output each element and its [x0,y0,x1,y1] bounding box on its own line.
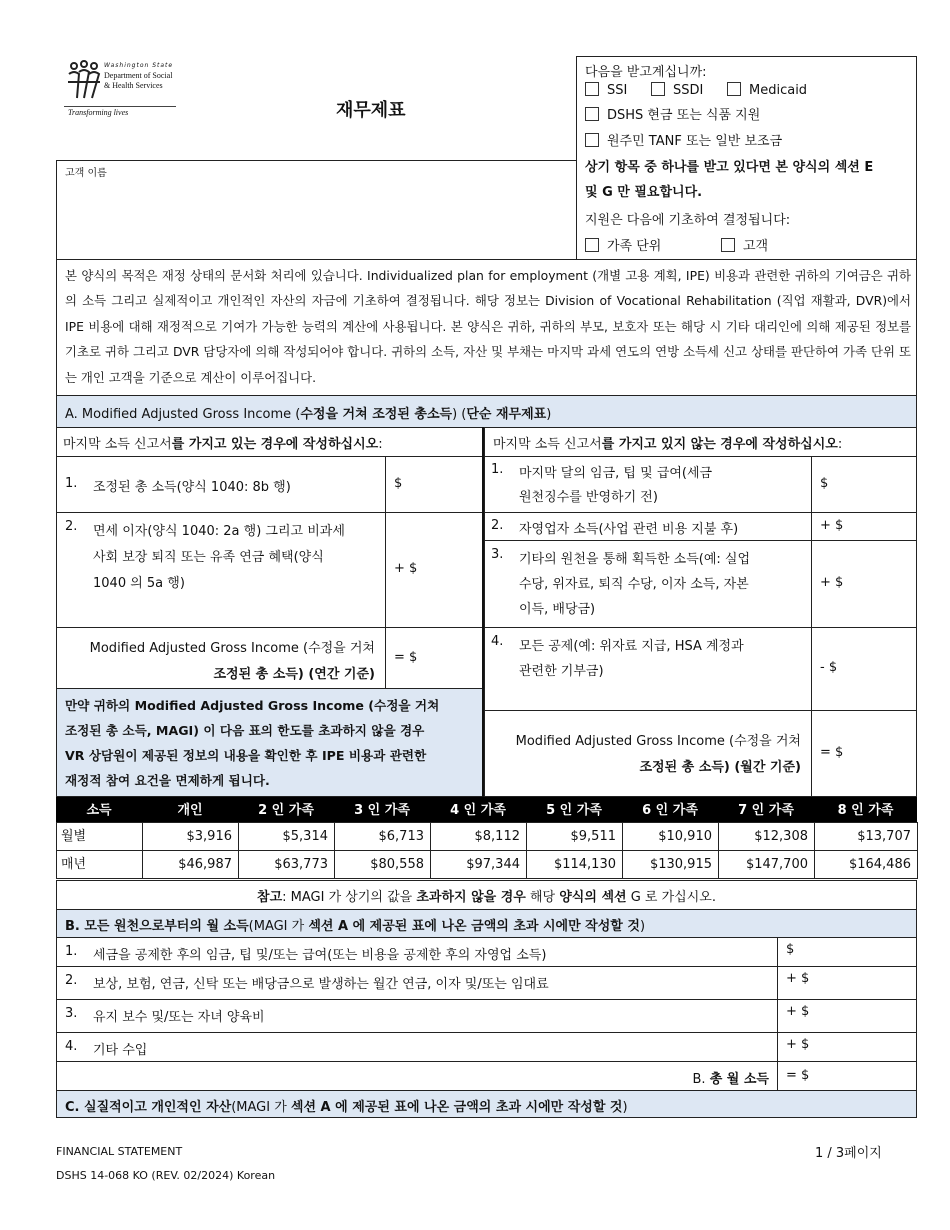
annual-limit-label: 매년 [56,850,143,879]
right-row-4-value[interactable]: - $ [811,627,917,711]
section-b-item [56,937,778,967]
benefits-note-1: 상기 항목 중 하나를 받고 있다면 본 양식의 섹션 E [585,160,874,175]
checkbox-icon[interactable] [585,82,599,96]
income-header-cell: 5 인 가족 [546,803,602,818]
income-table-header [56,797,917,823]
footer-form-id: DSHS 14-068 KO (REV. 02/2024) Korean [56,1169,276,1182]
item-value: + $ [786,971,810,986]
waiver-box: 만약 귀하의 Modified Adjusted Gross Income (수정을 거쳐 조정된 총 소득, MAGI) 이 다음 표의 한도를 초과하지 않을 경우 VR 상담원이 제공된 정보의 내용을 확인한 후 IPE 비용과 관련한 재정적 참여 요건을 면제하게 됩니다. [56,688,485,797]
logo-tagline: Transforming lives [68,108,129,117]
right-row-3-value[interactable]: + $ [811,540,917,628]
item-text: 보상, 보험, 연금, 신탁 또는 배당금으로 발생하는 월간 연금, 이자 및/또는 임대료 [93,977,549,992]
left-row-1: 1. 조정된 총 소득(양식 1040: 8b 행) [56,456,386,513]
annual-limit-value: $114,130 [526,850,623,879]
right-row-2-value[interactable]: + $ [811,512,917,541]
annual-limit-value: $147,700 [718,850,815,879]
annual-limit-value: $80,558 [334,850,431,879]
income-limits-table [56,797,917,881]
income-header-cell: 소득 [86,803,112,818]
left-row-1-value[interactable]: $ [385,456,485,513]
income-table-monthly-row [56,822,917,851]
income-header-cell: 개인 [177,803,203,818]
annual-limit-value: $130,915 [622,850,719,879]
income-header-cell: 2 인 가족 [258,803,314,818]
income-header-cell: 8 인 가족 [837,803,894,818]
section-b-item-value[interactable] [777,966,917,1000]
right-row-1: 1. 마지막 달의 임금, 팁 및 급여(세금 원천징수를 반영하기 전) [484,456,812,513]
opt-family[interactable]: 가족 단위 [585,235,661,254]
intro-text: 본 양식의 목적은 재정 상태의 문서화 처리에 있습니다. Individualized plan for employment (개별 고용 계획, IPE) 비용과 관련한 귀하의 기여금은 귀하의 소득 그리고 실제적이고 개인적인 자산의 자금에 기초하여 결정됩니다. 해당 정보는 Division of Vocational Rehabilitation (직업 재활과, DVR)에서 IPE 비용에 대해 재정적으로 기여가 가능한 능력의 계산에 사용됩니다. 본 양식은 귀하, 귀하의 부모, 보호자 또는 해당 시 기타 대리인에 의해 제공된 정보를 기초로 귀하 그리고 DVR 담당자에 의해 작성되어야 합니다. 귀하의 소득, 자산 및 부채는 마지막 과세 연도의 연방 소득세 신고 상태를 판단하여 가족 단위 또는 개인 고객을 기준으로 계산이 이루어집니다. [65,268,911,385]
logo-line2: & Health Services [104,81,163,90]
item-value: $ [786,942,795,957]
client-name-label: 고객 이름 [65,168,107,179]
item-text: 유지 보수 및/또는 자녀 양육비 [93,1010,265,1025]
section-b-total-value[interactable]: = $ [777,1061,917,1091]
monthly-limit-value: $9,511 [526,822,623,851]
page-title: 재무제표 [336,100,406,121]
monthly-limit-value: $3,916 [142,822,239,851]
section-a-header: A. Modified Adjusted Gross Income (수정을 거쳐 조정된 총소득) (단순 재무제표) [56,395,917,428]
family-logo-icon [66,60,102,100]
monthly-limit-value: $8,112 [430,822,527,851]
right-header: 마지막 소득 신고서를 가지고 있지 않는 경우에 작성하십시오: [484,427,917,457]
item-value: + $ [786,1004,810,1019]
income-header-cell: 7 인 가족 [738,803,794,818]
annual-limit-value: $46,987 [142,850,239,879]
monthly-limit-value: $6,713 [334,822,431,851]
income-header-cell: 6 인 가족 [642,803,698,818]
left-total: Modified Adjusted Gross Income (수정을 거쳐 조정된 총 소득) (연간 기준) [56,627,386,689]
annual-limit-value: $63,773 [238,850,335,879]
checkbox-icon[interactable] [727,82,741,96]
monthly-limit-value: $12,308 [718,822,815,851]
item-value: + $ [786,1037,810,1052]
logo-line1: Department of Social [104,71,173,80]
annual-limit-value: $97,344 [430,850,527,879]
monthly-limit-value: $10,910 [622,822,719,851]
monthly-limit-value: $13,707 [814,822,918,851]
opt-dshs[interactable]: DSHS 현금 또는 식품 지원 [585,104,760,123]
section-b-item [56,999,778,1033]
item-text: 기타 수입 [93,1043,148,1058]
monthly-limit-label: 월별 [56,822,143,851]
benefits-basis: 지원은 다음에 기초하여 결정됩니다: [585,213,791,228]
checkbox-icon[interactable] [721,238,735,252]
right-row-4: 4. 모든 공제(예: 위자료 지급, HSA 계정과 관련한 기부금) [484,627,812,711]
benefits-question: 다음을 받고계십니까: [585,65,707,80]
right-row-2: 2. 자영업자 소득(사업 관련 비용 지불 후) [484,512,812,541]
checkbox-icon[interactable] [585,107,599,121]
monthly-limit-value: $5,314 [238,822,335,851]
logo-state: Washington State [104,62,174,69]
footer-form-title: FINANCIAL STATEMENT [56,1145,183,1158]
intro-box [56,259,917,396]
opt-medicaid[interactable]: Medicaid [727,82,807,98]
left-header: 마지막 소득 신고서를 가지고 있는 경우에 작성하십시오: [56,427,485,457]
note-row: 참고: MAGI 가 상기의 값을 초과하지 않을 경우 해당 양식의 섹션 G 로 가십시오. [56,880,917,910]
dshs-logo [64,58,184,122]
income-header-cell: 3 인 가족 [354,803,410,818]
left-row-2: 2. 면세 이자(양식 1040: 2a 행) 그리고 비과세 사회 보장 퇴직 또는 유족 연금 혜택(양식 1040 의 5a 행) [56,512,386,628]
section-b-item-value[interactable] [777,1032,917,1062]
checkbox-icon[interactable] [651,82,665,96]
opt-ssdi[interactable]: SSDI [651,82,703,98]
right-row-1-value[interactable]: $ [811,456,917,513]
item-text: 세금을 공제한 후의 임금, 팁 및/또는 급여(또는 비용을 공제한 후의 자영업 소득) [93,948,547,963]
right-total: Modified Adjusted Gross Income (수정을 거쳐 조정된 총 소득) (월간 기준) [484,710,812,797]
income-header-cell: 4 인 가족 [450,803,506,818]
benefits-box [576,56,917,260]
opt-tanf[interactable]: 원주민 TANF 또는 일반 보조금 [585,130,782,149]
annual-limit-value: $164,486 [814,850,918,879]
section-b-item-value[interactable] [777,999,917,1033]
section-b-total: B. 총 월 소득 [56,1061,778,1091]
opt-ssi[interactable]: SSI [585,82,627,98]
section-b-item [56,1032,778,1062]
item-number: 3. [65,1006,78,1021]
section-b-item [56,966,778,1000]
right-row-3: 3. 기타의 원천을 통해 획득한 소득(예: 실업 수당, 위자료, 퇴직 수당, 이자 소득, 자본 이득, 배당금) [484,540,812,628]
income-table-annual-row [56,850,917,879]
section-b-item-value[interactable] [777,937,917,967]
item-number: 1. [65,944,78,959]
opt-client[interactable]: 고객 [721,235,768,254]
item-number: 4. [65,1039,78,1054]
checkbox-icon[interactable] [585,238,599,252]
section-c-header: C. 실질적이고 개인적인 자산(MAGI 가 섹션 A 에 제공된 표에 나온 금액의 초과 시에만 작성할 것) [56,1090,917,1118]
right-total-value[interactable]: = $ [811,710,917,797]
footer-page-number: 1 / 3페이지 [815,1146,882,1161]
left-row-2-value[interactable]: + $ [385,512,485,628]
item-number: 2. [65,973,78,988]
client-name-field[interactable] [56,160,577,260]
left-total-value[interactable]: = $ [385,627,485,689]
checkbox-icon[interactable] [585,133,599,147]
benefits-note-2: 및 G 만 필요합니다. [585,185,703,200]
section-b-header: B. 모든 원천으로부터의 월 소득(MAGI 가 섹션 A 에 제공된 표에 나온 금액의 초과 시에만 작성할 것) [56,909,917,938]
